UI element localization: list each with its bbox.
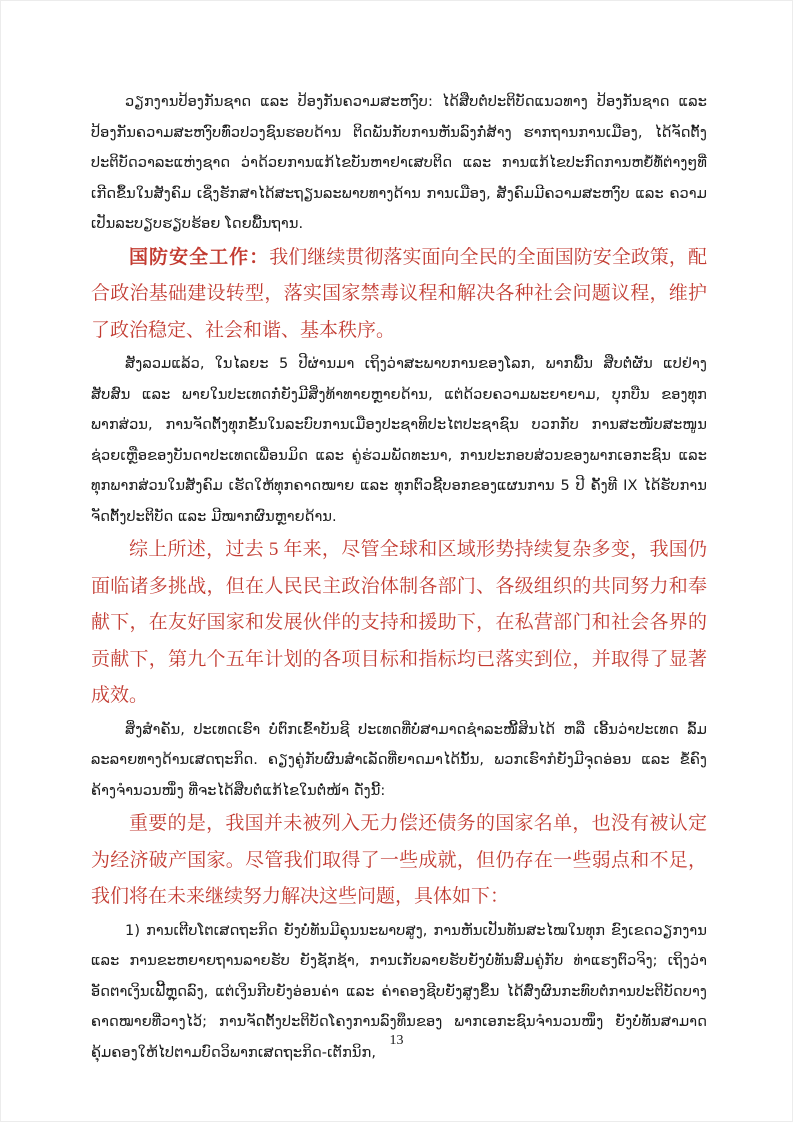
paragraph-lao-summary: ສັງລວມແລ້ວ, ໃນໄລຍະ 5 ປີຜ່ານມາ ເຖິງວ່າສະພາບການຂອງໂລກ, ພາກພື້ນ ສືບຕໍ່ຜັນ ແປຢ່າງສັບສົນ ແລະ ພາຍໃນປະເທດກໍ່ຍັງມີສິ່ງທ້າທາຍຫຼາຍດ້ານ, ແຕ່ດ້ວຍຄວາມພະຍາຍາມ, ບຸກບືນ ຂອງທຸກພາກສ່ວນ, ການຈັດຕັ້ງທຸກຂັ້ນໃນລະບົບການເມືອງປະຊາທິປະໄຕປະຊາຊົນ ບວກກັບ ການສະໜັບສະໜູນຊ່ວຍເຫຼືອຂອງບັນດາປະເທດເພື່ອນມິດ ແລະ ຄູ່ຮ່ວມພັດທະນາ, ການປະກອບສ່ວນຂອງພາກເອກະຊົນ ແລະ ທຸກພາກສ່ວນໃນສັງຄົມ ເຮັດໃຫ້ທຸກຄາດໝາຍ ແລະ ທຸກຕົວຊີ້ບອກຂອງແຜນການ 5 ປີ ຄັ້ງທີ IX ໄດ້ຮັບການຈັດຕັ້ງປະຕິບັດ ແລະ ມີໝາກຜົນຫຼາຍດ້ານ. bbox=[91, 356, 707, 525]
paragraph-lao-item-1: 1) ການເຕີບໂຕເສດຖະກິດ ຍັງບໍ່ທັນມີຄຸນນະພາບສູງ, ການຫັນເປັນທັນສະໄໝໃນທຸກ ຂົງເຂດວຽກງານ ແລະ ການຂະຫຍາຍຖານລາຍຮັບ ຍັງຊັກຊ້າ, ການເກັບລາຍຮັບຍັງບໍ່ທັນສົມຄູ່ກັບ ທ່າແຮງຕົວຈິງ; ເຖິງວ່າອັດຕາເງິນເຟີ້ຫຼຸດລົງ, ແຕ່ເງິນກີບຍັງອ່ອນຄ່າ ແລະ ຄ່າຄອງຊີບຍັງສູງຂຶ້ນ ໄດ້ສົ່ງຜົນກະທົບຕໍ່ການປະຕິບັດບາງຄາດໝາຍທີ່ວາງໄວ້; ການຈັດຕັ້ງປະຕິບັດໂຄງການລົງທຶນຂອງ ພາກເອກະຊົນຈຳນວນໜຶ່ງ ຍັງບໍ່ທັນສາມາດຄຸ້ມຄອງໃຫ້ໄປຕາມບົດວິພາກເສດຖະກິດ-ເຕັກນິກ, bbox=[91, 922, 707, 1061]
paragraph-text: 我们继续贯彻落实面向全民的全面国防安全政策，配合政治基础建设转型，落实国家禁毒议程和解决各种社会问题议程，维护了政治稳定、社会和谐、基本秩序。 bbox=[91, 246, 707, 341]
paragraph-lao-defense: ວຽກງານປ້ອງກັນຊາດ ແລະ ປ້ອງກັນຄວາມສະຫງົບ: ໄດ້ສືບຕໍ່ປະຕິບັດແນວທາງ ປ້ອງກັນຊາດ ແລະ ປ້ອງກັນຄວາມສະຫງົບທົ່ວປວງຊົນຮອບດ້ານ ຕິດພັນກັບການຫັນລົງກໍ່ສ້າງ ຮາກຖານການເມືອງ, ໄດ້ຈັດຕັ້ງປະຕິບັດວາລະແຫ່ງຊາດ ວ່າດ້ວຍການແກ້ໄຂບັນຫາຢາເສບຕິດ ແລະ ການແກ້ໄຂປະກົດການຫຍໍ້ທໍ້ຕ່າງໆທີ່ເກີດຂຶ້ນໃນສັງຄົມ ເຊິ່ງຮັກສາໄດ້ສະຖຽນລະພາບທາງດ້ານ ການເມືອງ, ສັງຄົມມີຄວາມສະຫງົບ ແລະ ຄວາມເປັນລະບຽບຮຽບຮ້ອຍ ໂດຍພື້ນຖານ. bbox=[91, 94, 707, 232]
paragraph-chinese-summary: 综上所述，过去 5 年来，尽管全球和区域形势持续复杂多变，我国仍面临诸多挑战，但在人民民主政治体制各部门、各级组织的共同努力和奉献下，在友好国家和发展伙伴的支持和援助下，在私营部门和社会各界的贡献下，第九个五年计划的各项目标和指标均已落实到位，并取得了显著成效。 bbox=[91, 539, 707, 706]
paragraph-lead-bold: 国防安全工作： bbox=[129, 246, 270, 268]
paragraph-chinese-important: 重要的是，我国并未被列入无力偿还债务的国家名单，也没有被认定为经济破产国家。尽管我们取得了一些成就，但仍存在一些弱点和不足，我们将在未来继续努力解决这些问题，具体如下： bbox=[91, 813, 707, 907]
document-body bbox=[91, 87, 707, 1068]
page-number: 13 bbox=[389, 1033, 404, 1048]
paragraph-lao-important: ສິ່ງສຳຄັນ, ປະເທດເຮົາ ບໍ່ຕົກເຂົ້າບັນຊີ ປະເທດທີ່ບໍ່ສາມາດຊຳລະໜີ້ສິນໄດ້ ຫລື ເອີ້ນວ່າປະເທດ ລົ້ມລະລາຍທາງດ້ານເສດຖະກິດ. ຄຽງຄູ່ກັບຜົນສຳເລັດທີ່ຍາດມາໄດ້ນັ້ນ, ພວກເຮົາກໍຍັງມີຈຸດອ່ອນ ແລະ ຂໍ້ຄົງຄ້າງຈຳນວນໜຶ່ງ ທີ່ຈະໄດ້ສືບຕໍ່ແກ້ໄຂໃນຕໍ່ໜ້າ ດັ່ງນີ້: bbox=[91, 721, 707, 799]
paragraph-chinese-defense bbox=[91, 240, 707, 350]
